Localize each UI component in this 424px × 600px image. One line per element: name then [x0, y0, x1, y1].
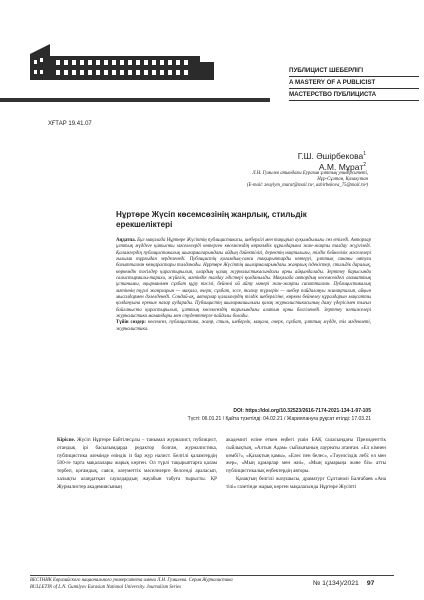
doi-link[interactable]: DOI: https://doi.org/10.32523/2616-7174-2021-134-1-97-105	[233, 408, 371, 414]
journal-footer	[30, 578, 233, 591]
affiliation	[148, 171, 368, 190]
footer-line-en: BULLETIN of L.N. Gumilyov Eurasian National University. Journalism Series	[30, 584, 181, 590]
issue-and-page	[313, 580, 374, 587]
author-sup: 1	[363, 151, 366, 157]
abstract-text: Бұл мақалада Нұртөре Жүсіптің публицистикасы, шеберлігі мен тақырып ауқымдылығы сөз етіледі. Авторлар ұлттық мүддеге қатысты мәселелерді көтерген көсемсөздің көркемдік құралдарына жан-жақты талдау жүргізеді. Қаламгердің публицистикалық шығармаларындағы ойдың дәйектілігі, деректің нақтылығы, тілдік бейнелілік мәселелері ғылыми тұрғыдан зерделенеді. Публицистің қоғамдық-саяси тақырыптарды көтеруі, ұлттық сананы оятуға бағытталған көзқарастары талданады. Нұртөре Жүсіптің шығармаларындағы жанрлық ізденістер, стильдік даралық, көркемдік тәсілдер қарастырылып, олардың қазақ журналистикасындағы орны айқындалады. Зерттеу барысында салыстырмалы-тарихи, жүйелік, мәтіндік талдау әдістері қолданылды. Мақалада автордың көсемсөздегі азаматтық ұстанымы, оқырманмен сұхбат құру тәсілі, бейнелі ой айту мәнері жан-жақты сипатталған. Публицистикалық мәтіннің түрлі жанрларын — мақала, очерк, сұхбат, эссе, толғау түрлерін — шебер пайдалануы жинақталып, айқын мысалдармен дәлелденеді. Сондай-ақ, авторлар қаламгердің тілдік шеберлігіне, көркем бейнелеу құралдарын мақсатты қолдануына ерекше назар аударады. Публицистің шығармашылығы қазақ журналистикасының даму үдерісімен тығыз байланыста қарастырылып, ұлттық көсемсөздің тарихындағы алатын орны белгіленеді. Зерттеу нәтижелері журналистика мамандары мен студенттерге пайдалы болады.	[116, 238, 371, 320]
footer-rule	[30, 575, 394, 576]
doi-block	[116, 407, 371, 423]
page-number: 97	[366, 580, 375, 587]
series-header-en: A MASTERY OF A PUBLICIST	[289, 78, 419, 89]
body-paragraph: академигі еліне еткен еңбегі үшін БАҚ саласындағы Президенттік сыйлықтың, «Алтын Адам» сыйлығының лауреаты атанған. «Ел кімнен көмбі?», «Қазақтың қамы», «Елес пен белес», «Тәуелсіздік лебі: ел мен жер», «Мың құмарлар мен жиі», «Мың құмарыңа және біз» атты публицистикалық еңбектердің авторы.	[226, 437, 386, 474]
affiliation-line: (E-mail: zeuylym_murat@mail.ru¹, ashirbekova_75@mail.ru²)	[246, 183, 368, 189]
udc-code: ХҒТАР 19.41.07	[48, 121, 92, 127]
body-text-left: Жүсіп Нұртөре Байтілесұлы – танымал журналист, публицист, отандық ірі басылымдарда редактор болған, журналистика, публицистика әлемінде өзіндік із бар жур налист. Белгілі қаламгердің 500-ге тарта мақалалары жарық көрген. Ол түрлі тақырыптарға қалам тербеп, қоғамдық, саяси, әлеуметтік мәселелерге белсенді араласып, халықты алаңдатқан сауалдардың жауабын табуға тырысты. ҚР Журналистер академиясының	[57, 437, 217, 490]
keywords-text: көсемсөз, публицистика, жанр, стиль, шеберлік, мақала, очерк, сұхбат, ұлттық мүдде, тіл мәдениеті, журналистика.	[116, 320, 371, 332]
series-header-ru: МАСТЕРСТВО ПУБЛИЦИСТА	[289, 90, 419, 101]
author-name: А.М. Мұрат	[318, 162, 364, 173]
author-sup: 2	[363, 162, 366, 169]
author-name: Г.Ш. Әшірбекова	[297, 150, 364, 161]
author-list	[298, 150, 366, 173]
keywords-label: Түйін сөздер:	[116, 320, 146, 326]
abstract-label: Аңдатпа.	[116, 238, 136, 243]
affiliation-line: Л.Н. Гумилев атындағы Еуразия ұлттық университеті,	[252, 171, 368, 176]
series-header-kk: ПУБЛИЦИСТ ШЕБЕРЛІГІ	[289, 66, 419, 77]
university-building-logo	[20, 40, 220, 86]
header-rule	[0, 98, 270, 102]
body-paragraph: Қазақтың белгілі жазушысы, драматург Сұлтанәлі Балғабаев «Ана тілі» газетінде жарық көрген мақаласында Нұртөре Жүсіпті	[226, 475, 386, 490]
author-1	[298, 150, 366, 161]
footer-line-ru: ВЕСТНИК Евразийского национального университета имени Л.Н. Гумилева. Серия Журналистика	[30, 578, 233, 583]
abstract-block	[116, 238, 371, 333]
series-header	[289, 66, 419, 102]
issue-number: № 1(134)/2021	[313, 580, 359, 587]
intro-label: Кіріспе.	[57, 437, 76, 443]
article-title: Нұртөре Жүсіп көсемсөзінің жанрлық, стильдік ерекшеліктері	[116, 210, 307, 229]
body-column-right	[226, 437, 386, 491]
article-dates: Түсті: 06.01.21 / Қайта түзетілді: 04.02.21 / Жариялануға рұқсат етілді: 17.03.21	[187, 416, 371, 423]
body-column-left	[57, 437, 217, 491]
affiliation-line: Нұр-Сұлтан, Қазақстан	[317, 177, 368, 183]
